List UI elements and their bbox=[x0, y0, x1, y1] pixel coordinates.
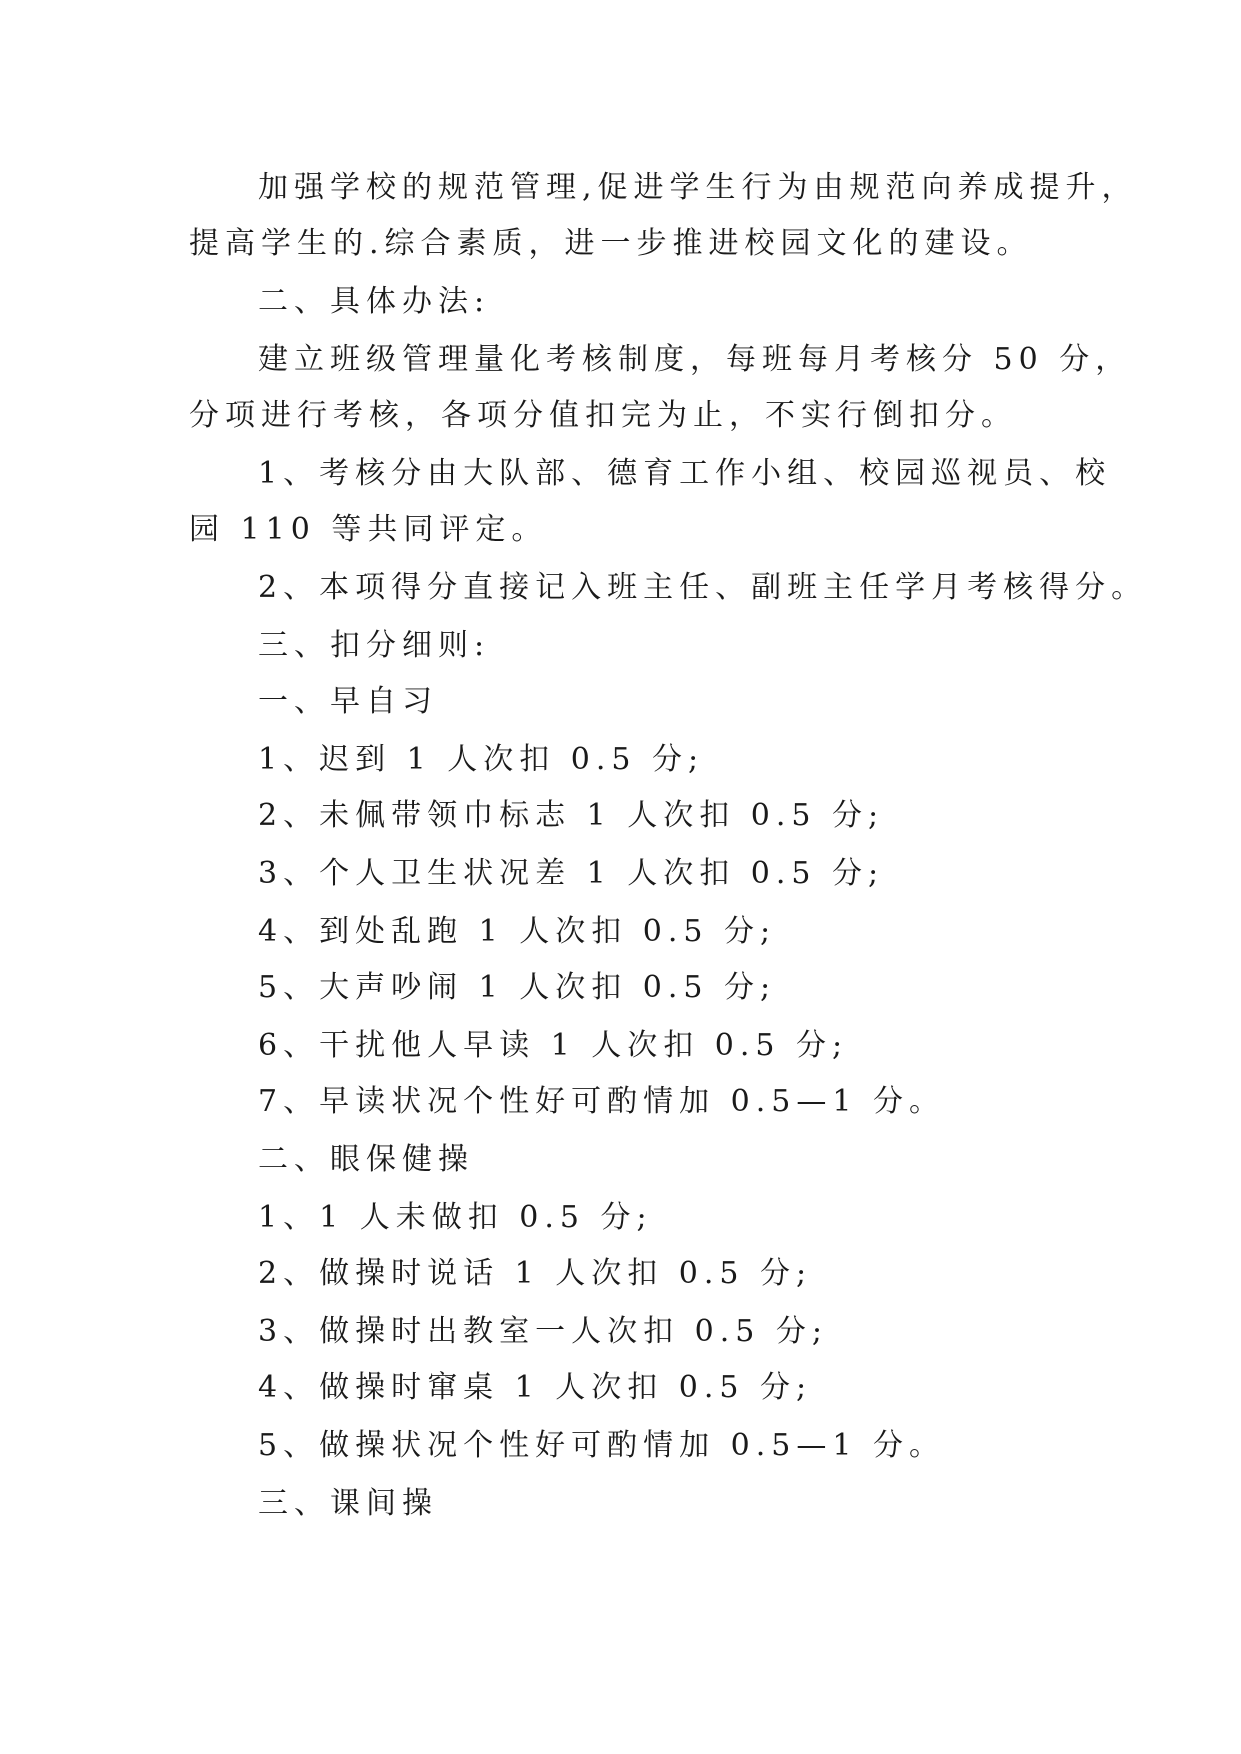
paragraph-system-line-2: 分项进行考核，各项分值扣完为止，不实行倒扣分。 bbox=[189, 398, 1017, 433]
eye-item-5: 5、做操状况个性好可酌情加 0.5—1 分。 bbox=[258, 1428, 945, 1463]
morning-item-1: 1、迟到 1 人次扣 0.5 分; bbox=[258, 742, 705, 777]
eye-item-4: 4、做操时窜桌 1 人次扣 0.5 分; bbox=[258, 1370, 813, 1405]
eye-item-2: 2、做操时说话 1 人次扣 0.5 分; bbox=[258, 1256, 813, 1291]
section-eye-exercises: 二、眼保健操 bbox=[258, 1142, 474, 1177]
morning-item-2: 2、未佩带领巾标志 1 人次扣 0.5 分; bbox=[258, 798, 885, 833]
morning-item-3: 3、个人卫生状况差 1 人次扣 0.5 分; bbox=[258, 856, 885, 891]
morning-item-7: 7、早读状况个性好可酌情加 0.5—1 分。 bbox=[258, 1084, 945, 1119]
section-break-exercises: 三、课间操 bbox=[258, 1486, 438, 1521]
morning-item-5: 5、大声吵闹 1 人次扣 0.5 分; bbox=[258, 970, 777, 1005]
paragraph-system-line-1: 建立班级管理量化考核制度，每班每月考核分 50 分， bbox=[258, 342, 1132, 377]
eye-item-1: 1、1 人未做扣 0.5 分; bbox=[258, 1200, 653, 1235]
morning-item-6: 6、干扰他人早读 1 人次扣 0.5 分; bbox=[258, 1028, 849, 1063]
rule-2: 2、本项得分直接记入班主任、副班主任学月考核得分。 bbox=[258, 570, 1148, 605]
morning-item-4: 4、到处乱跑 1 人次扣 0.5 分; bbox=[258, 914, 777, 949]
rule-1-line-1: 1、考核分由大队部、德育工作小组、校园巡视员、校 bbox=[258, 456, 1112, 491]
paragraph-purpose-line-1: 加强学校的规范管理,促进学生行为由规范向养成提升， bbox=[258, 170, 1138, 205]
rule-1-line-2: 园 110 等共同评定。 bbox=[189, 512, 548, 547]
heading-specific-methods: 二、具体办法: bbox=[258, 284, 491, 319]
heading-deduction-rules: 三、扣分细则: bbox=[258, 628, 491, 663]
eye-item-3: 3、做操时出教室一人次扣 0.5 分; bbox=[258, 1314, 828, 1349]
section-morning-study: 一、早自习 bbox=[258, 684, 438, 719]
paragraph-purpose-line-2: 提高学生的.综合素质，进一步推进校园文化的建设。 bbox=[189, 226, 1033, 261]
